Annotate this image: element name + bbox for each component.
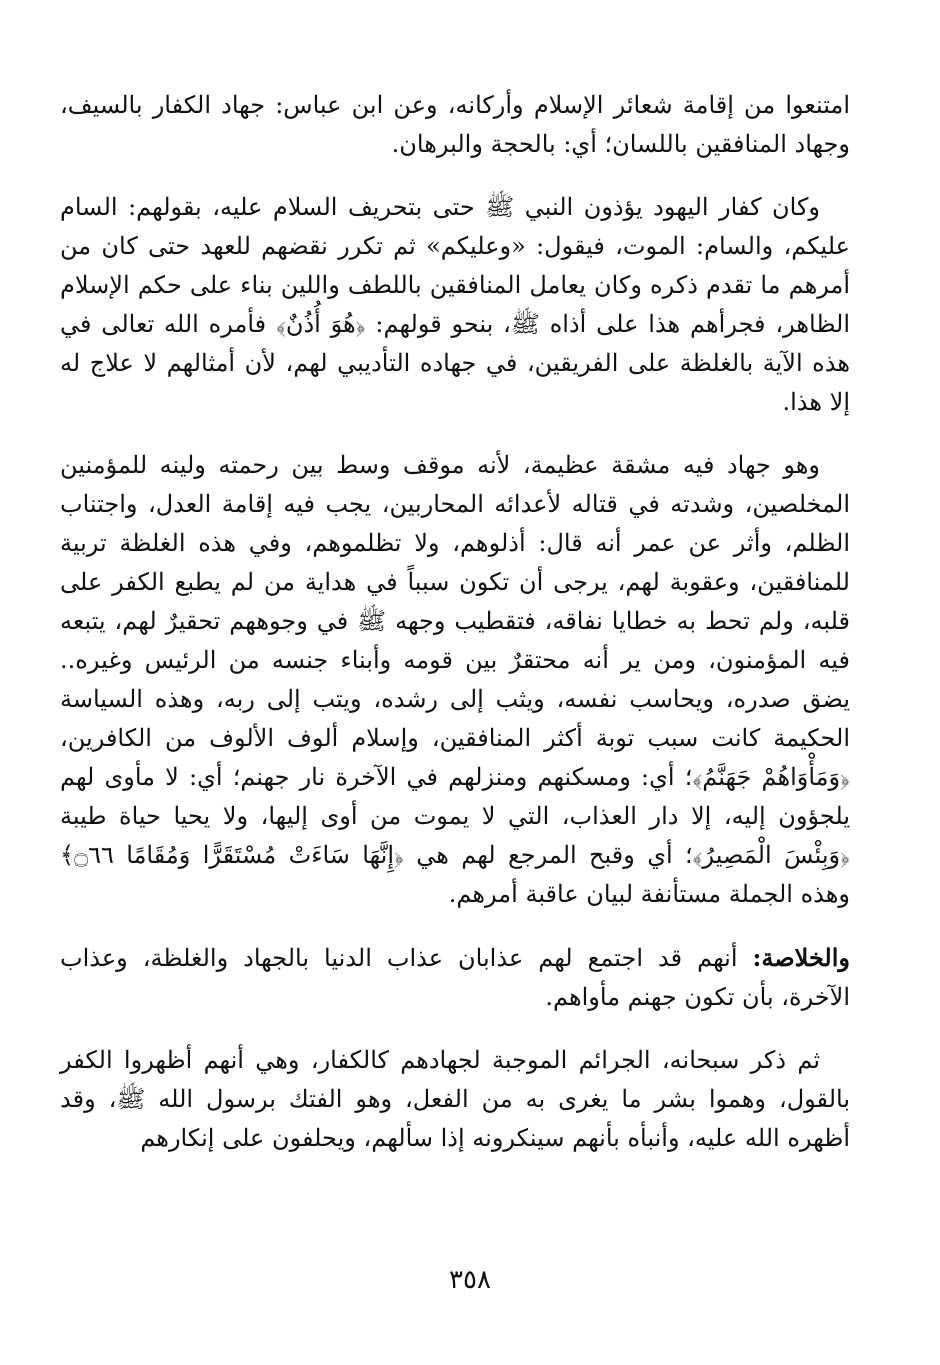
paragraph-1: امتنعوا من إقامة شعائر الإسلام وأركانه، وعن ابن عباس: جهاد الكفار بالسيف، وجهاد المنافقين باللسان؛ أي: بالحجة والبرهان. — [60, 91, 850, 158]
page-number: ٣٥٨ — [449, 1265, 491, 1295]
paragraph-2: وكان كفار اليهود يؤذون النبي ﷺ حتى بتحريف السلام عليه، بقولهم: السام عليكم، والسام: الموت، فيقول: «وعليكم» ثم تكرر نقضهم للعهد حتى كان من أمرهم ما تقدم ذكره وكان يعامل المنافقين باللطف واللين بناء على حكم الإسلام الظاهر، فجرأهم هذا على أذاه ﷺ، بنحو قولهم: ﴿هُوَ أُذُنٌ﴾ فأمره الله تعالى في هذه الآية بالغلظة على الفريقين، في جهاده التأديبي لهم، لأن أمثالهم لا علاج له إلا هذا. — [60, 193, 850, 416]
paragraph-summary — [60, 938, 850, 1017]
paragraph-5: ثم ذكر سبحانه، الجرائم الموجبة لجهادهم كالكفار، وهي أنهم أظهروا الكفر بالقول، وهموا بشر ما يغرى به من الفعل، وهو الفتك برسول الله ﷺ، وقد أظهره الله عليه، وأنبأه بأنهم سينكرونه إذا سألهم، ويحلفون على إنكارهم — [60, 1046, 850, 1152]
paragraph-3: وهو جهاد فيه مشقة عظيمة، لأنه موقف وسط بين رحمته ولينه للمؤمنين المخلصين، وشدته في قتاله لأعدائه المحاربين، يجب فيه إقامة العدل، واجتناب الظلم، وأثر عن عمر أنه قال: أذلوهم، ولا تظلموهم، وفي هذه الغلظة تربية للمنافقين، وعقوبة لهم، يرجى أن تكون سبباً في هداية من لم يطبع الكفر على قلبه، ولم تحط به خطايا نفاقه، فتقطيب وجهه ﷺ في وجوههم تحقيرٌ لهم، يتبعه فيه المؤمنون، ومن ير أنه محتقرٌ بين قومه وأبناء جنسه من الرئيس وغيره.. يضق صدره، ويحاسب نفسه، ويثب إلى رشده، ويتب إلى ربه، وهذه السياسة الحكيمة كانت سبب توبة أكثر المنافقين، وإسلام ألوف الألوف من الكافرين، ﴿وَمَأْوَاهُمْ جَهَنَّمُ﴾؛ أي: ومسكنهم ومنزلهم في الآخرة نار جهنم؛ أي: لا مأوى لهم يلجؤون إليه، إلا دار العذاب، التي لا يموت من أوى إليها، ولا يحيا حياة طيبة ﴿وَبِئْسَ الْمَصِيرُ﴾؛ أي وقبح المرجع لهم هي ﴿إِنَّهَا سَاءَتْ مُسْتَقَرًّا وَمُقَامًا ۝٦٦﴾ وهذه الجملة مستأنفة لبيان عاقبة أمرهم. — [60, 451, 850, 908]
summary-text: أنهم قد اجتمع لهم عذابان عذاب الدنيا بالجهاد والغلظة، وعذاب الآخرة، بأن تكون جهنم مأواهم. — [60, 944, 850, 1011]
summary-label: والخلاصة: — [752, 943, 851, 972]
page-body — [60, 86, 850, 1182]
